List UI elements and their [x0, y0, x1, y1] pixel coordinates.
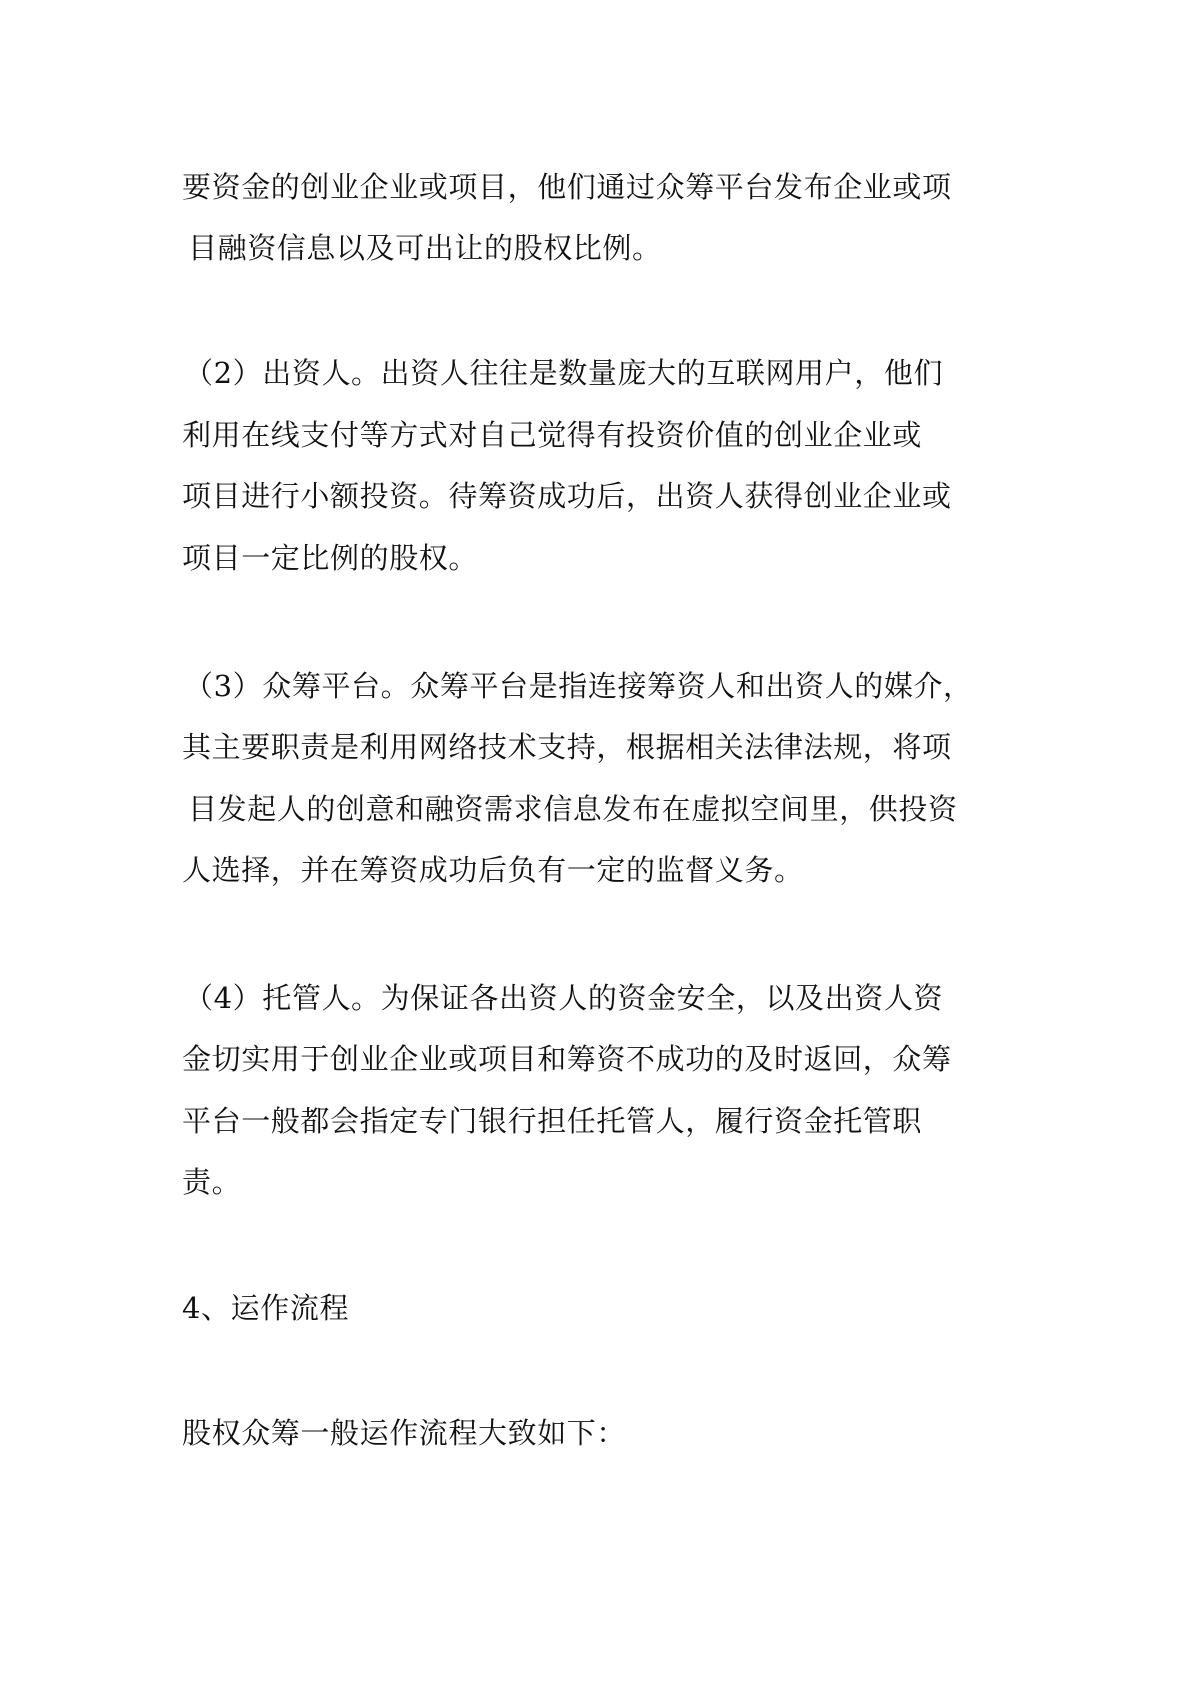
paragraph-3-line-2: 其主要职责是利用网络技术支持，根据相关法律法规，将项	[182, 730, 952, 764]
paragraph-3-line-4: 人选择，并在筹资成功后负有一定的监督义务。	[182, 853, 804, 887]
paragraph-3-line-3: 目发起人的创意和融资需求信息发布在虚拟空间里，供投资	[188, 792, 958, 826]
paragraph-4-line-3: 平台一般都会指定专门银行担任托管人，履行资金托管职	[182, 1104, 923, 1138]
paragraph-2-line-4: 项目一定比例的股权。	[182, 541, 479, 575]
flow-intro-line: 股权众筹一般运作流程大致如下：	[182, 1416, 627, 1450]
paragraph-2-line-3: 项目进行小额投资。待筹资成功后，出资人获得创业企业或	[182, 479, 952, 513]
paragraph-3-line-1: （3）众筹平台。众筹平台是指连接筹资人和出资人的媒介，	[184, 669, 973, 703]
paragraph-1-line-2: 目融资信息以及可出让的股权比例。	[188, 231, 662, 265]
paragraph-2-line-1: （2）出资人。出资人往往是数量庞大的互联网用户，他们	[184, 356, 944, 390]
paragraph-4-line-4: 责。	[182, 1165, 242, 1199]
section-heading: 4、运作流程	[182, 1291, 350, 1325]
paragraph-4-line-1: （4）托管人。为保证各出资人的资金安全，以及出资人资	[184, 981, 944, 1015]
paragraph-4-line-2: 金切实用于创业企业或项目和筹资不成功的及时返回，众筹	[182, 1042, 952, 1076]
paragraph-1-line-1: 要资金的创业企业或项目，他们通过众筹平台发布企业或项	[182, 170, 952, 204]
paragraph-2-line-2: 利用在线支付等方式对自己觉得有投资价值的创业企业或	[182, 418, 923, 452]
